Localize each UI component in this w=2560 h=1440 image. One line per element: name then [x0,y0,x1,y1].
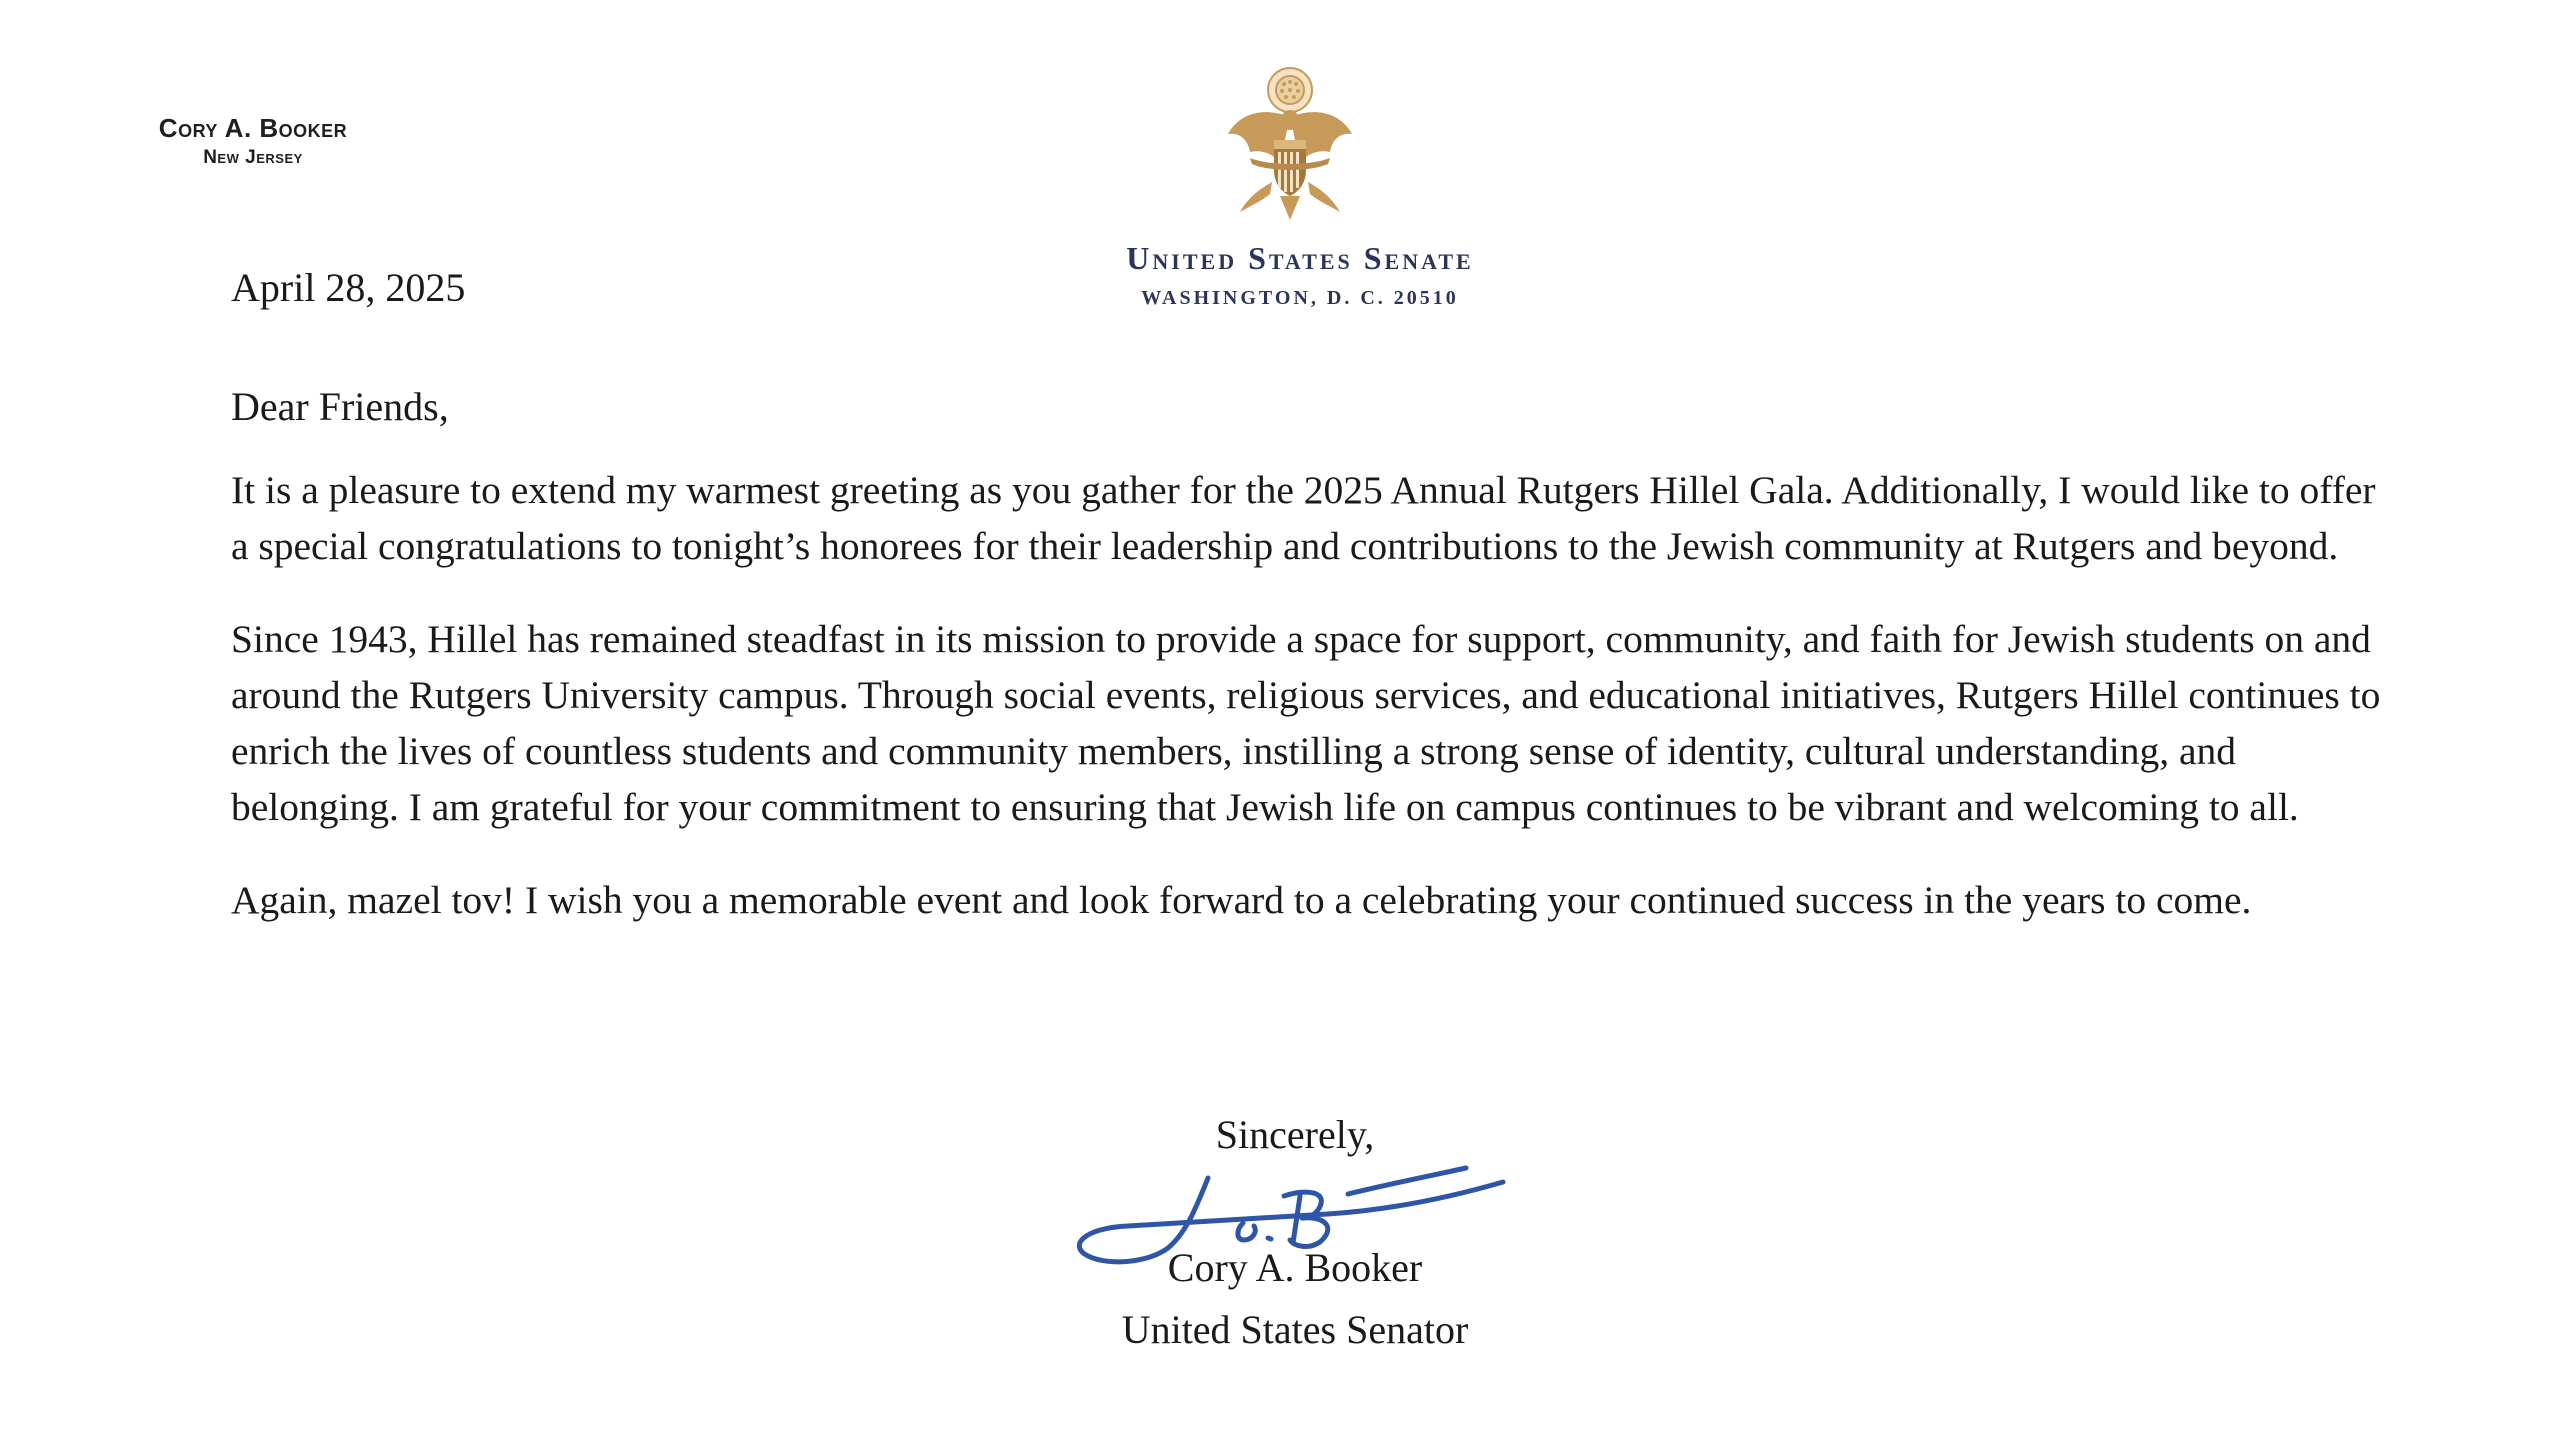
body-paragraph: Since 1943, Hillel has remained steadfast in its mission to provide a space for support, community, and faith for Jewish students on and around the Rutgers University campus. Through social events, religious services, and educational initiatives, Rutgers Hillel continues to enrich the lives of countless students and community members, instilling a strong sense of identity, cultural understanding, and belonging. I am grateful for your commitment to ensuring that Jewish life on campus continues to be vibrant and welcoming to all. [231,617,2381,829]
sender-state: New Jersey [203,147,303,168]
signer-block [1000,1237,1590,1361]
great-seal-eagle-icon [1210,62,1370,232]
letterhead-address: WASHINGTON, D. C. 20510 [1141,287,1459,309]
sender-name: Cory A. Booker [158,113,348,143]
signer-name: Cory A. Booker [1167,1245,1423,1290]
letterhead-organization: United States Senate [1126,240,1474,276]
letter-date: April 28, 2025 [231,265,466,310]
closing: Sincerely, [1215,1112,1375,1157]
body-paragraph: It is a pleasure to extend my warmest greeting as you gather for the 2025 Annual Rutgers Hillel Gala. Additionally, I would like to offer a special congratulations to tonight’s honorees for their leadership and contributions to the Jewish community at Rutgers and beyond. [231,468,2376,568]
body-paragraph: Again, mazel tov! I wish you a memorable event and look forward to a celebrating your continued success in the years to come. [231,878,2252,922]
sender-block [128,113,378,169]
salutation: Dear Friends, [231,384,449,429]
letter-body [231,462,2381,965]
signer-title: United States Senator [1121,1307,1469,1352]
letterhead [1000,240,1600,310]
